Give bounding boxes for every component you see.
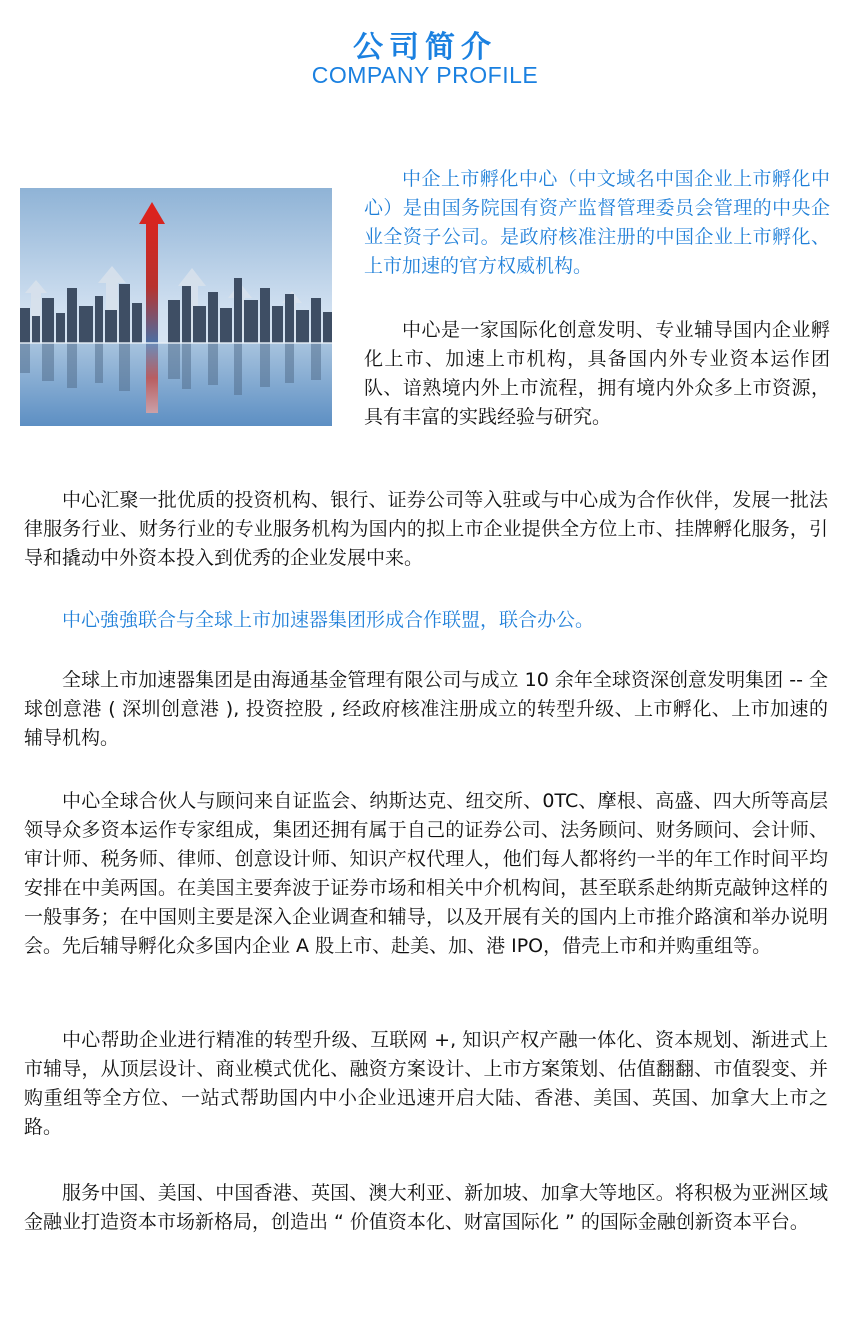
center-overview-paragraph: 中心是一家国际化创意发明、专业辅导国内企业孵化上市、加速上市机构，具备国内外专业资本运作团队、谙熟境内外上市流程，拥有境内外众多上市资源，具有丰富的实践经验与研究。 [364, 319, 830, 428]
regions-paragraph: 服务中国、美国、中国香港、英国、澳大利亚、新加坡、加拿大等地区。将积极为亚洲区域金融业打造资本市场新格局，创造出 “ 价值资本化、财富国际化 ” 的国际金融创新资本平台。 [24, 1182, 828, 1233]
partners-paragraph: 中心汇聚一批优质的投资机构、银行、证券公司等入驻或与中心成为合作伙伴，发展一批法律服务行业、财务行业的专业服务机构为国内的拟上市企业提供全方位上市、挂牌孵化服务，引导和撬动中外资本投入到优秀的企业发展中来。 [24, 489, 828, 569]
alliance-paragraph: 中心強強联合与全球上市加速器集团形成合作联盟，联合办公。 [62, 609, 595, 631]
page-subtitle: COMPANY PROFILE [311, 62, 539, 88]
page-title: 公司简介 [353, 30, 497, 65]
services-paragraph: 中心帮助企业进行精准的转型升级、互联网 +, 知识产权产融一体化、资本规划、渐进式上市辅导，从顶层设计、商业模式优化、融资方案设计、上市方案策划、估值翻翻、市值裂变、并购重组等全方位、一站式帮助国内中小企业迅速开启大陆、香港、美国、英国、加拿大上市之路。 [24, 1029, 828, 1138]
city-skyline-rising-arrows-image [20, 188, 332, 426]
intro-paragraph: 中企上市孵化中心（中文域名中国企业上市孵化中心）是由国务院国有资产监督管理委员会管理的中央企业全资子公司。是政府核准注册的中国企业上市孵化、上市加速的官方权威机构。 [364, 168, 830, 277]
accelerator-group-paragraph: 全球上市加速器集团是由海通基金管理有限公司与成立 10 余年全球资深创意发明集团 -- 全球创意港 ( 深圳创意港 ), 投资控股 , 经政府核准注册成立的转型升级、上市孵化、上市加速的辅导机构。 [24, 669, 828, 749]
global-partners-paragraph: 中心全球合伙人与顾问来自证监会、纳斯达克、纽交所、0TC、摩根、高盛、四大所等高层领导众多资本运作专家组成，集团还拥有属于自己的证券公司、法务顾问、财务顾问、会计师、审计师、税务师、律师、创意设计师、知识产权代理人，他们每人都将约一半的年工作时间平均安排在中美两国。在美国主要奔波于证券市场和相关中介机构间，甚至联系赴纳斯克敲钟这样的一般事务；在中国则主要是深入企业调查和辅导，以及开展有关的国内上市推介路演和举办说明会。先后辅导孵化众多国内企业 A 股上市、赴美、加、港 IPO，借壳上市和并购重组等。 [24, 790, 828, 957]
